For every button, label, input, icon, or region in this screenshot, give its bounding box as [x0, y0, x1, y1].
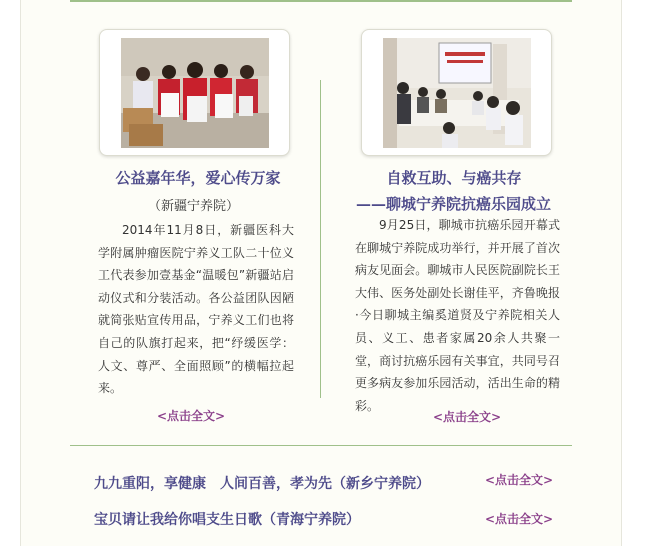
- left-article-source: （新疆宁养院）: [148, 199, 240, 214]
- left-article-body: 2014年11月8日，新疆医科大学附属肿瘤医院宁养义工队二十位义工代表参加壹基金“温暖包”新疆站启动仪式和分装活动。各公益团队因陋就简张贴宣传用品，宁养义工们也将自己的队旗打起来，把“纾缓医学：人文、尊严、全面照顾”的横幅拉起来。: [98, 223, 294, 396]
- link-item-chongyang[interactable]: 九九重阳，享健康 人间百善，孝为先（新乡宁养院）: [94, 476, 430, 492]
- link-item-birthday[interactable]: 宝贝请让我给你唱支生日歌（青海宁养院）: [94, 512, 360, 528]
- link-item-birthday-more[interactable]: <点击全文>: [485, 512, 554, 526]
- section-divider: [70, 445, 572, 446]
- column-divider: [320, 80, 321, 398]
- meeting-photo-icon: [383, 38, 531, 148]
- right-article-body: 9月25日，聊城市抗癌乐园开幕式在聊城宁养院成功举行，并开展了首次病友见面会。聊城市人民医院副院长王大伟、医务处副处长谢佳平，齐鲁晚报·今日聊城主编奚道贤及宁养院相关人员、义工、患者家属20余人共聚一堂，商讨抗癌乐园有关事宜，共同号召更多病友参加乐园活动，活出生命的精彩。: [355, 218, 560, 413]
- left-read-more-link[interactable]: <点击全文>: [157, 409, 226, 423]
- left-article-title[interactable]: 公益嘉年华，爱心传万家: [115, 169, 281, 187]
- right-article-title-line2[interactable]: ——聊城宁养院抗癌乐园成立: [356, 195, 552, 213]
- left-photo-frame[interactable]: [99, 29, 290, 156]
- right-read-more-link[interactable]: <点击全文>: [433, 410, 502, 424]
- volunteers-photo-icon: [121, 38, 269, 148]
- right-article-title-line1[interactable]: 自救互助、与癌共存: [386, 169, 522, 187]
- link-item-chongyang-more[interactable]: <点击全文>: [485, 473, 554, 487]
- right-photo-frame[interactable]: [361, 29, 552, 156]
- top-divider: [70, 0, 572, 2]
